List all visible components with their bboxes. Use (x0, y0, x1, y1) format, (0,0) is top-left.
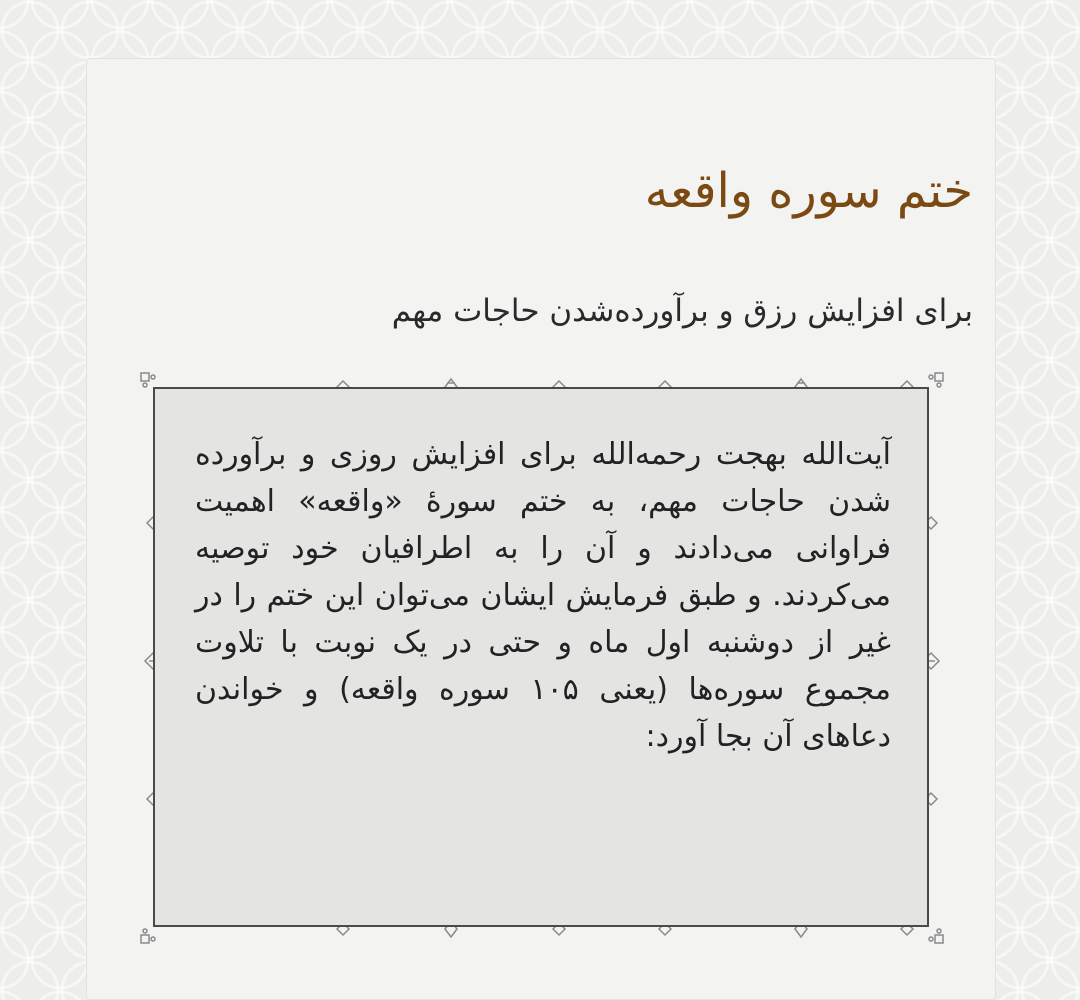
quote-text: آیت‌الله بهجت رحمه‌الله برای افزایش روزی و برآورده شدن حاجات مهم، به ختم سورهٔ «واقعه» اهمیت فراوانی می‌دادند و آن را به اطرافیان خود توصیه می‌کردند. و طبق فرمایش ایشان می‌توان این ختم را در غیر از دوشنبه اول ماه و حتی در یک نوبت با تلاوت مجموع سوره‌ها (یعنی ۱۰۵ سوره واقعه) و خواندن دعاهای آن بجا آورد: (195, 437, 892, 754)
page-subtitle: برای افزایش رزق و برآورده‌شدن حاجات مهم (391, 293, 973, 329)
quote-box (153, 387, 929, 927)
corner-ornament (141, 373, 155, 387)
content-card (86, 58, 996, 1000)
page-title: ختم سوره واقعه (644, 163, 973, 219)
